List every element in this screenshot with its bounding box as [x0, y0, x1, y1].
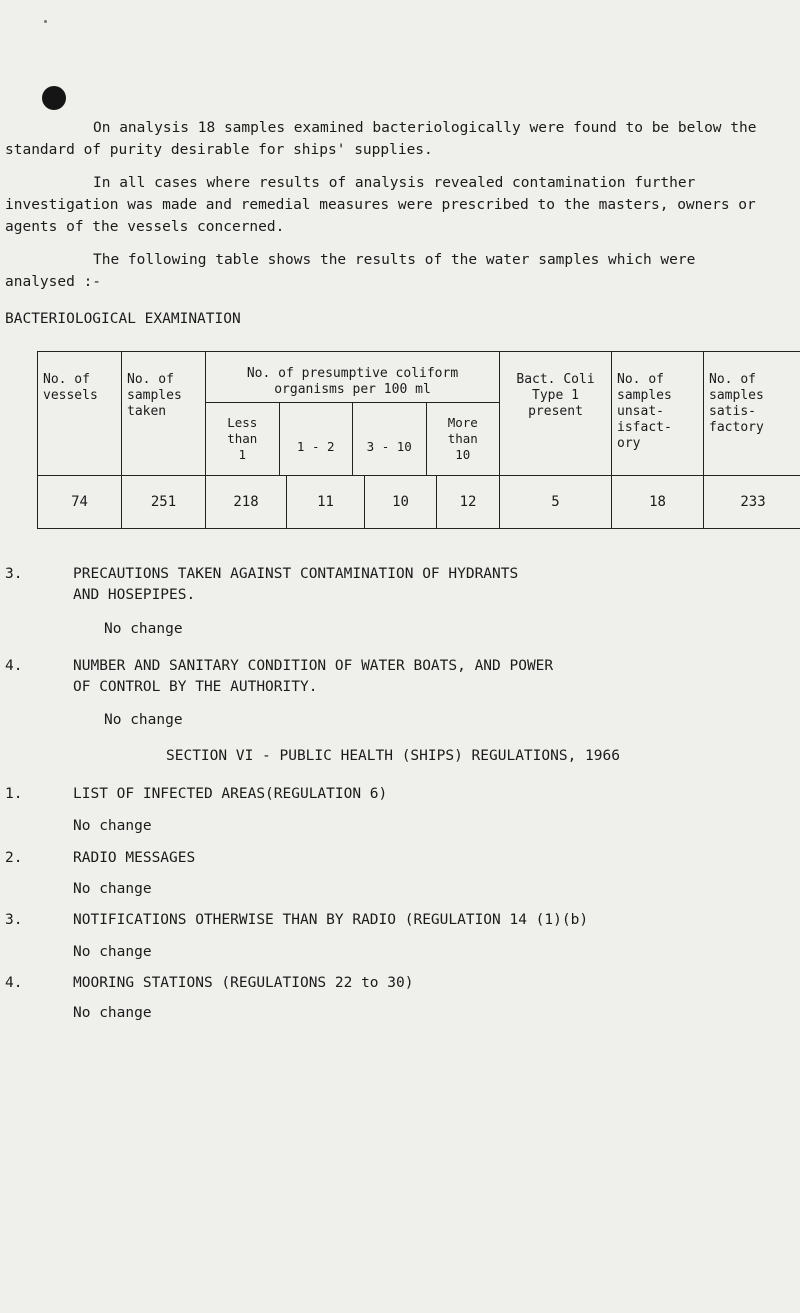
cell-satisfactory: 233 — [704, 476, 800, 529]
regulation-4-number: 4. — [5, 975, 23, 991]
section-vi-heading: SECTION VI - PUBLIC HEALTH (SHIPS) REGULATIONS, 1966 — [166, 748, 620, 764]
section-3-status: No change — [104, 621, 183, 637]
header-less-than-1: Less than 1 — [227, 415, 258, 462]
regulation-4-title: MOORING STATIONS (REGULATIONS 22 to 30) — [73, 975, 414, 991]
regulation-3-number: 3. — [5, 912, 23, 928]
cell-samples-taken: 251 — [122, 476, 206, 529]
table-row — [38, 476, 800, 529]
regulation-4-status: No change — [73, 1005, 152, 1021]
speck-mark — [44, 20, 47, 23]
header-1-2: 1 - 2 — [279, 403, 353, 475]
regulation-1-title: LIST OF INFECTED AREAS(REGULATION 6) — [73, 786, 388, 802]
header-3-10: 3 - 10 — [352, 403, 426, 475]
cell-unsatisfactory: 18 — [612, 476, 704, 529]
cell-less-than-1: 218 — [206, 476, 287, 529]
bacteriological-table — [37, 351, 800, 529]
section-4-number: 4. — [5, 658, 23, 674]
header-more-than-10: More than 10 — [426, 403, 500, 475]
cell-3-10: 10 — [365, 476, 437, 529]
section-3-number: 3. — [5, 566, 23, 582]
header-bact-coli: Bact. Coli Type 1 present — [500, 352, 612, 476]
cell-bact-coli: 5 — [500, 476, 612, 529]
regulation-2-status: No change — [73, 881, 152, 897]
intro-paragraph-1: On analysis 18 samples examined bacteriologically were found to be below the standard of purity desirable for ships' supplies. — [5, 120, 757, 158]
header-unsatisfactory: No. of samples unsat- isfact- ory — [612, 352, 704, 476]
section-4-status: No change — [104, 712, 183, 728]
header-samples-taken: No. of samples taken — [122, 352, 206, 476]
regulation-3-status: No change — [73, 944, 152, 960]
intro-paragraph-3: The following table shows the results of the water samples which were analysed :- — [5, 252, 696, 290]
regulation-3-title: NOTIFICATIONS OTHERWISE THAN BY RADIO (REGULATION 14 (1)(b) — [73, 912, 589, 928]
regulation-1-number: 1. — [5, 786, 23, 802]
table-heading: BACTERIOLOGICAL EXAMINATION — [5, 311, 241, 327]
punch-hole — [42, 86, 66, 110]
cell-1-2: 11 — [287, 476, 365, 529]
intro-paragraph-2: In all cases where results of analysis revealed contamination further investigation was made and remedial measures were prescribed to the masters, owners or agents of the vessels concerned. — [5, 175, 756, 235]
regulation-2-number: 2. — [5, 850, 23, 866]
section-3-title: PRECAUTIONS TAKEN AGAINST CONTAMINATION OF HYDRANTS AND HOSEPIPES. — [73, 566, 519, 603]
cell-vessels: 74 — [38, 476, 122, 529]
section-4-title: NUMBER AND SANITARY CONDITION OF WATER BOATS, AND POWER OF CONTROL BY THE AUTHORITY. — [73, 658, 554, 695]
header-vessels: No. of vessels — [38, 352, 122, 476]
header-coliform-group: No. of presumptive coliform organisms per 100 ml Less than 1 1 - 2 3 - 10 More than 10 — [206, 352, 500, 476]
regulation-1-status: No change — [73, 818, 152, 834]
regulation-2-title: RADIO MESSAGES — [73, 850, 196, 866]
cell-more-than-10: 12 — [437, 476, 500, 529]
header-satisfactory: No. of samples satis- factory — [704, 352, 800, 476]
